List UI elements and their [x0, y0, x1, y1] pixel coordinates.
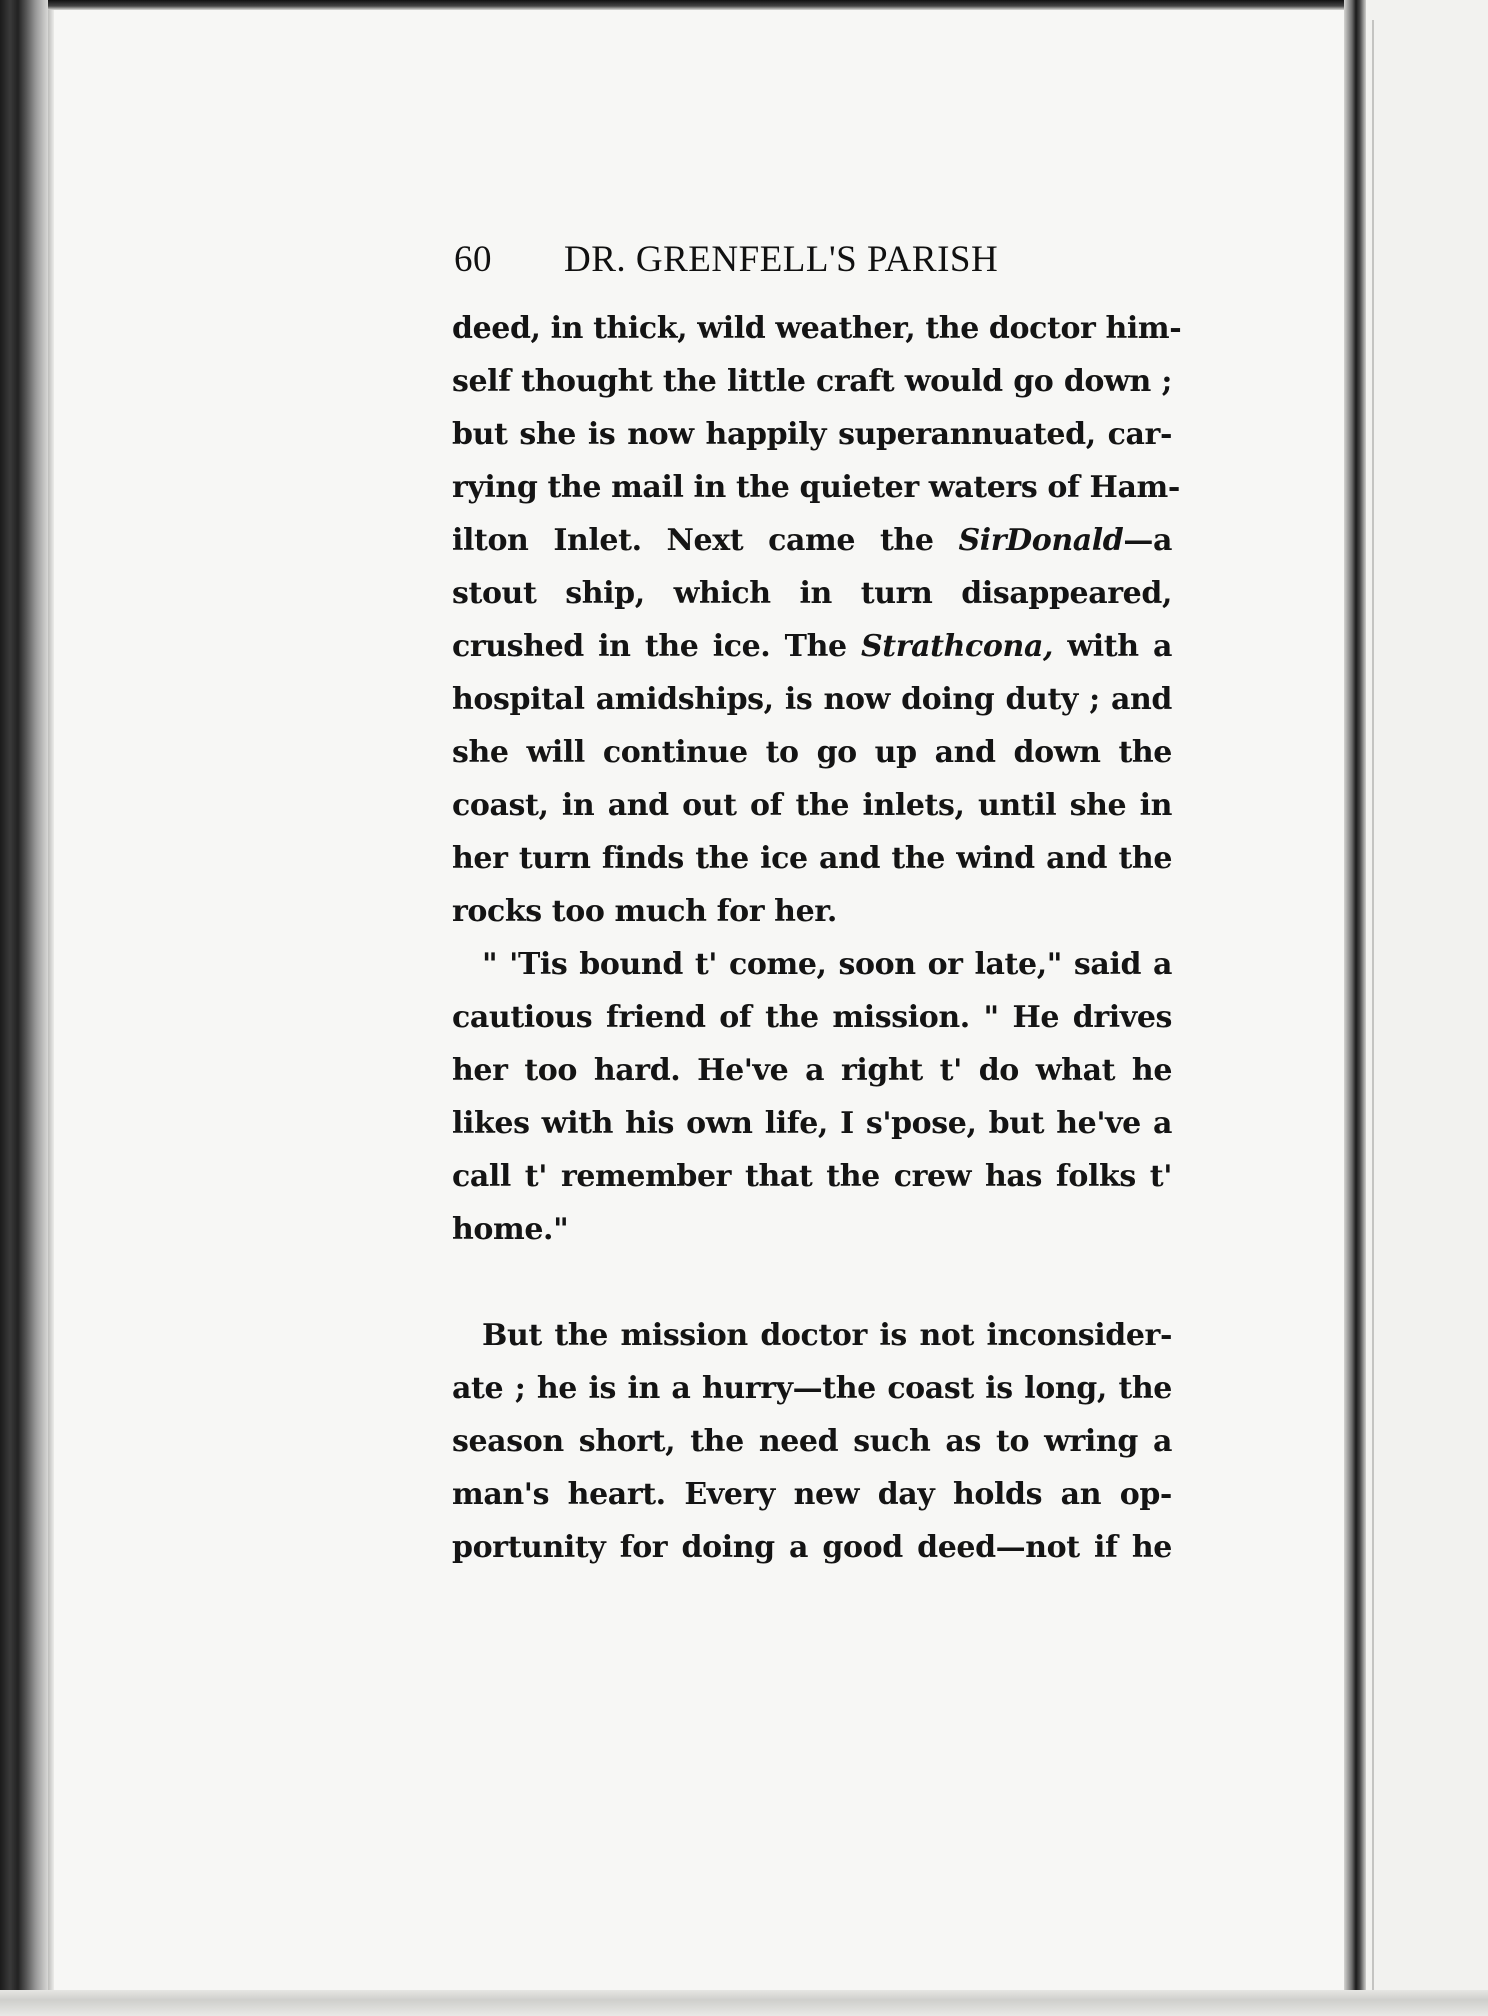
ship-name: SirDonald	[958, 523, 1124, 558]
adjacent-page-edge	[1372, 20, 1374, 1990]
text-line: her too hard. He've a right t' do what he	[452, 1053, 1172, 1088]
text-run: crushed in the ice. The	[452, 629, 862, 664]
page-edge	[48, 10, 54, 2006]
adjacent-page	[1366, 0, 1488, 2016]
text-line: portunity for doing a good deed—not if he	[452, 1530, 1172, 1565]
scan-top-edge	[0, 0, 1488, 10]
paragraph-3	[452, 1309, 1172, 1574]
page-number: 60	[454, 239, 492, 280]
text-line: cautious friend of the mission. " He drives	[452, 1000, 1172, 1035]
text-line: self thought the little craft would go down ;	[452, 364, 1172, 399]
text-line: she will continue to go up and down the	[452, 735, 1172, 770]
text-line: ate ; he is in a hurry—the coast is long, the	[452, 1371, 1172, 1406]
text-line: rocks too much for her.	[452, 894, 837, 929]
text-line: home."	[452, 1212, 569, 1247]
text-line: man's heart. Every new day holds an op-	[452, 1477, 1172, 1512]
text-run: —a	[1123, 523, 1172, 558]
text-line: call t' remember that the crew has folks t'	[452, 1159, 1172, 1194]
text-line: rying the mail in the quieter waters of Ham-	[452, 470, 1180, 505]
text-run: with a	[1053, 629, 1172, 664]
text-line: " 'Tis bound t' come, soon or late," said a	[482, 947, 1172, 982]
text-line: her turn finds the ice and the wind and the	[452, 841, 1172, 876]
text-line: coast, in and out of the inlets, until she in	[452, 788, 1172, 823]
paragraph-1	[452, 302, 1182, 938]
book-binding-edge	[0, 0, 48, 2016]
section-break	[452, 1256, 1172, 1309]
ship-name: Strathcona,	[861, 629, 1054, 664]
running-head	[452, 236, 1172, 284]
text-line: But the mission doctor is not inconsider-	[482, 1318, 1172, 1353]
paragraph-2	[452, 938, 1172, 1256]
page-content	[452, 236, 1182, 1574]
text-run: ilton Inlet. Next came the	[452, 523, 959, 558]
text-line: stout ship, which in turn disappeared,	[452, 576, 1172, 611]
text-line: hospital amidships, is now doing duty ; and	[452, 682, 1172, 717]
text-line: but she is now happily superannuated, car-	[452, 417, 1172, 452]
page-gutter	[1344, 0, 1366, 2016]
text-line: likes with his own life, I s'pose, but he've a	[452, 1106, 1172, 1141]
text-line: deed, in thick, wild weather, the doctor him-	[452, 311, 1182, 346]
running-title: DR. GRENFELL'S PARISH	[564, 239, 999, 280]
scan-bottom-edge	[0, 1990, 1488, 2016]
text-line	[452, 514, 1172, 567]
text-line	[452, 620, 1172, 673]
text-line: season short, the need such as to wring a	[452, 1424, 1172, 1459]
